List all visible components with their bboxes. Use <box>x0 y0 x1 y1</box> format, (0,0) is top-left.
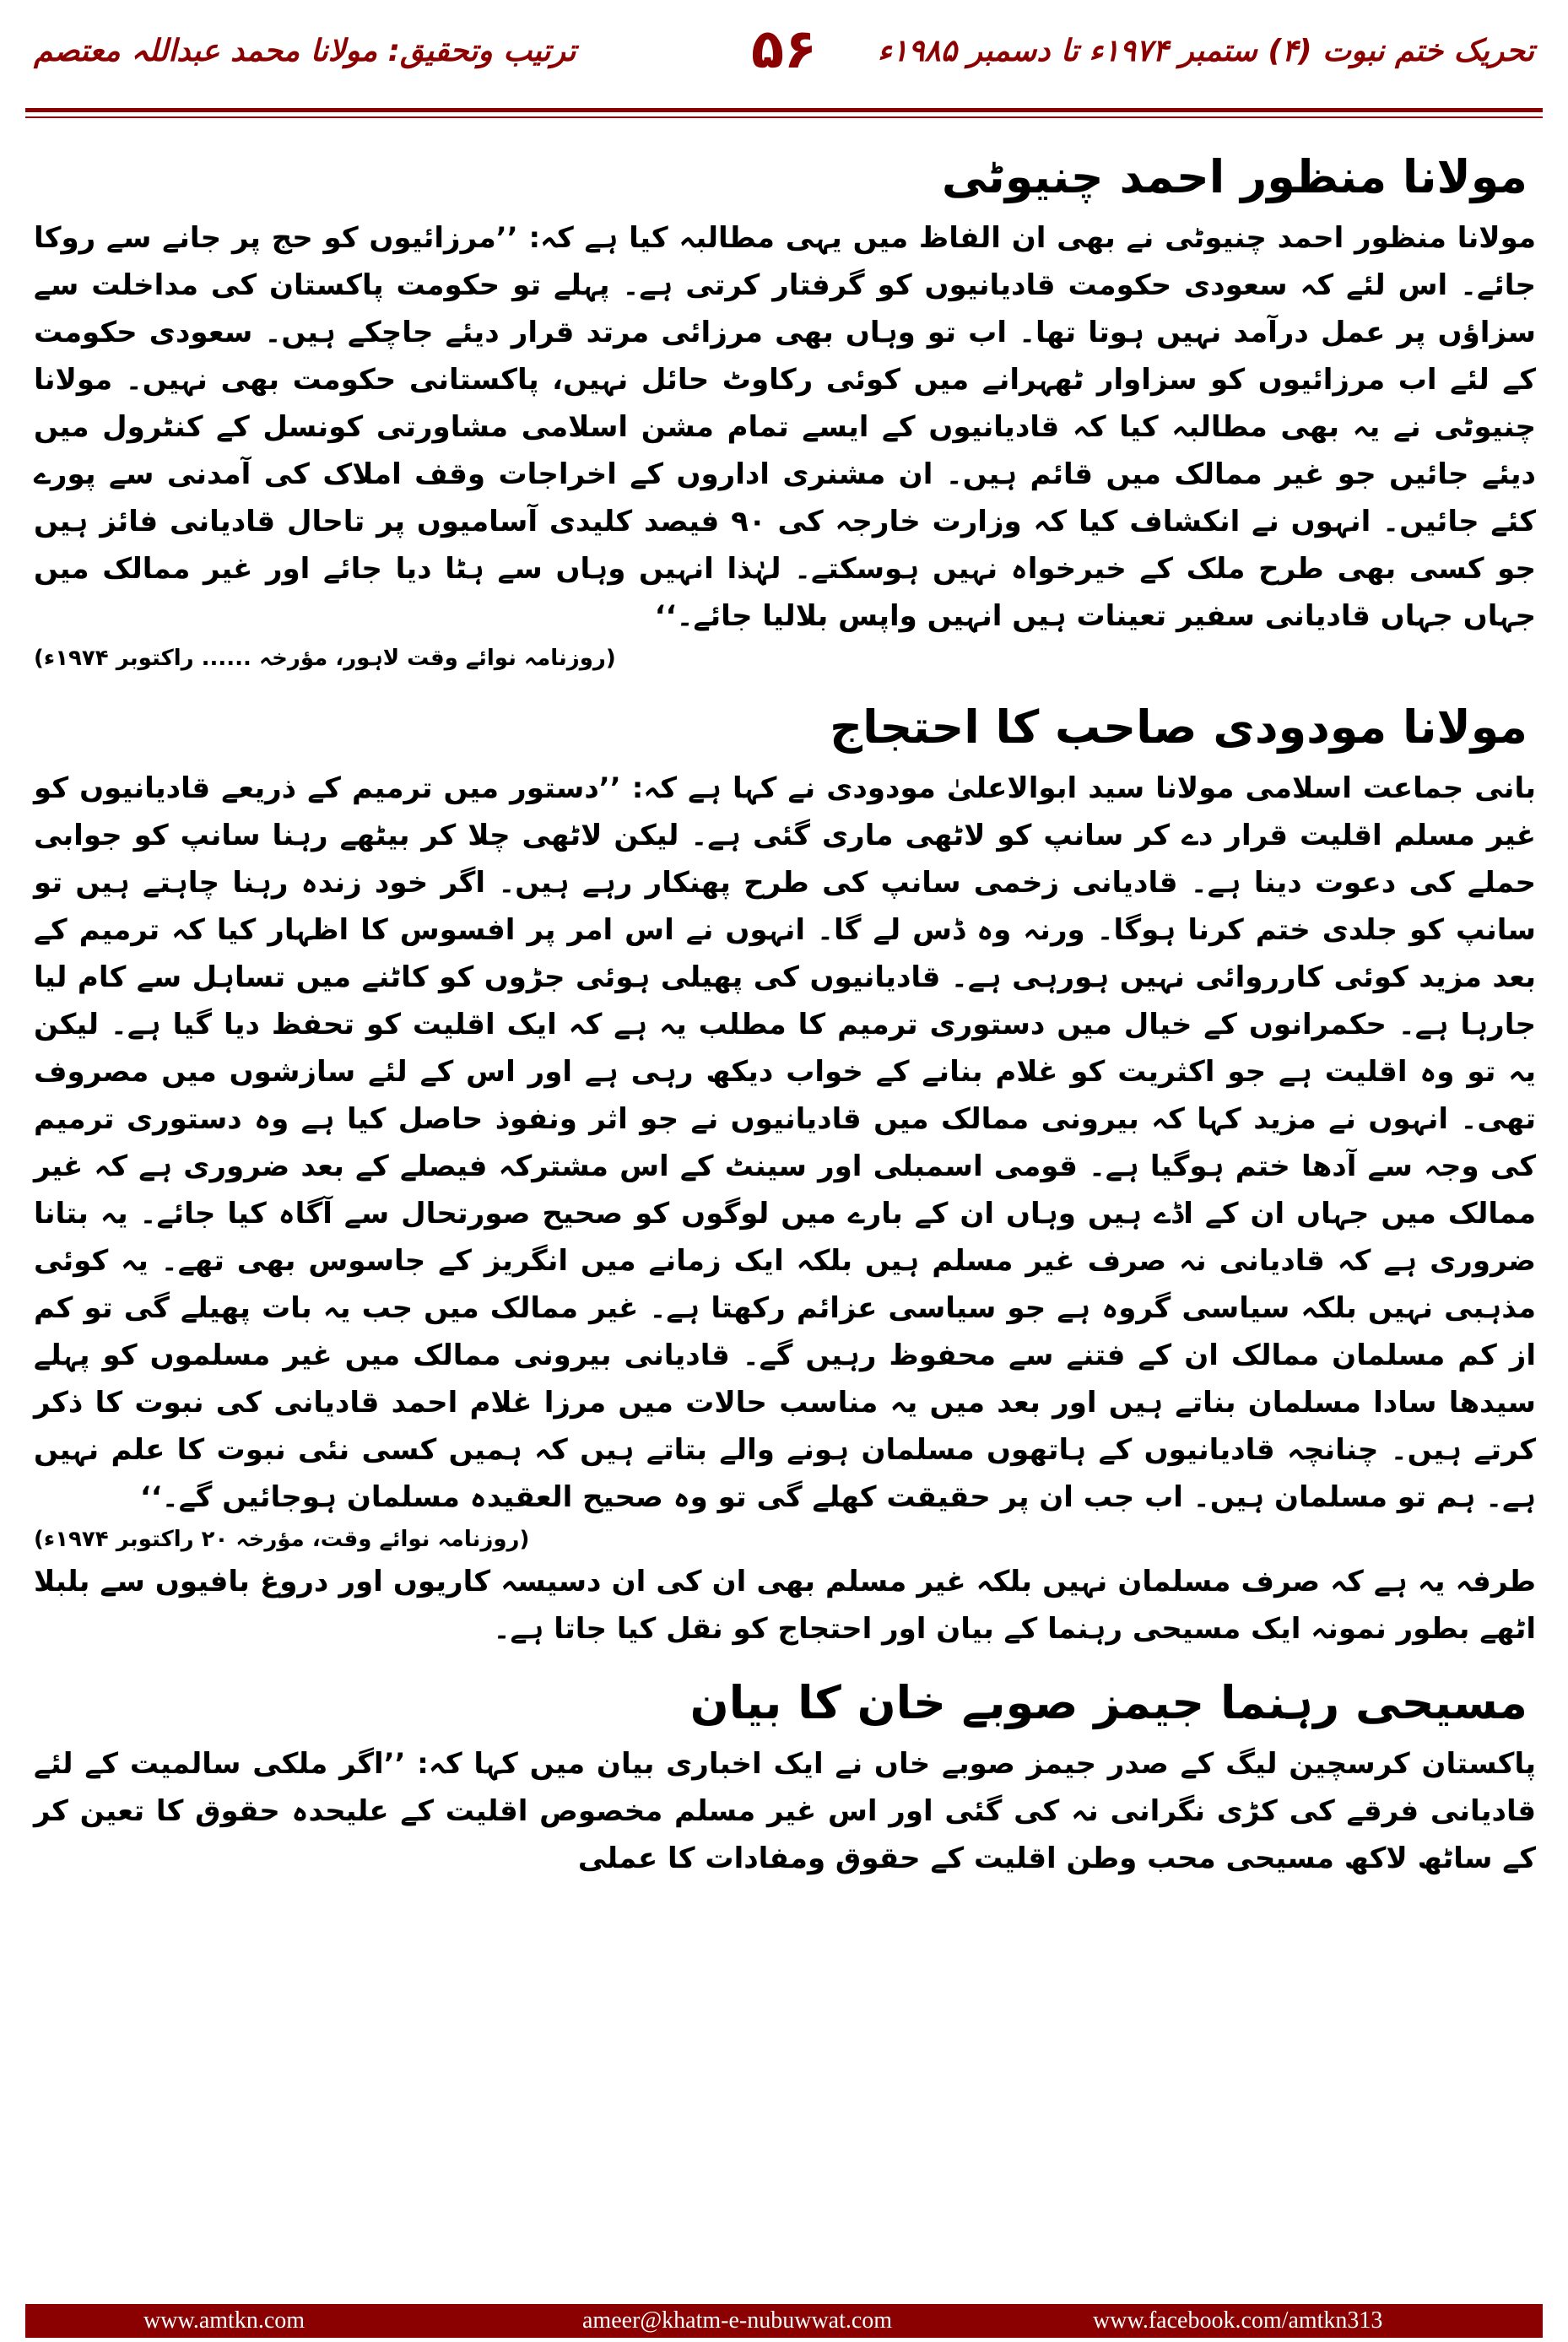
header-divider <box>25 108 1543 112</box>
page-content <box>25 127 1544 2296</box>
header-divider-thin <box>25 116 1543 118</box>
section-heading-maududi: مولانا مودودی صاحب کا احتجاج <box>830 700 1527 754</box>
website-link[interactable]: www.amtkn.com <box>143 2307 305 2334</box>
citation <box>34 640 1536 677</box>
section-paragraph: بانی جماعت اسلامی مولانا سید ابوالاعلیٰ مودودی نے کہا ہے کہ: ’’دستور میں ترمیم کے ذریعے قادیانیوں کو غیر مسلم اقلیت قرار دے کر سانپ کو لاٹھی ماری گئی ہے۔ لیکن لاٹھی چلا کر بیٹھے رہنا سانپ کو جوابی حملے کی دعوت دینا ہے۔ قادیانی زخمی سانپ کی طرح پھنکار رہے ہیں۔ اگر خود زندہ رہنا چاہتے ہیں تو سانپ کو جلدی ختم کرنا ہوگا۔ ورنہ وہ ڈس لے گا۔ انہوں نے اس امر پر افسوس کا اظہار کیا کہ ترمیم کے بعد مزید کوئی کارروائی نہیں ہورہی ہے۔ قادیانیوں کی پھیلی ہوئی جڑوں کو کاٹنے میں تساہل سے کام لیا جارہا ہے۔ حکمرانوں کے خیال میں دستوری ترمیم کا مطلب یہ ہے کہ ایک اقلیت کو تحفظ دیا گیا ہے۔ لیکن یہ تو وہ اقلیت ہے جو اکثریت کو غلام بنانے کے خواب دیکھ رہی ہے اور اس کے لئے سازشوں میں مصروف تھی۔ انہوں نے مزید کہا کہ بیرونی ممالک میں قادیانیوں نے جو اثر ونفوذ حاصل کیا ہے وہ دستوری ترمیم کی وجہ سے آدھا ختم ہوگیا ہے۔ قومی اسمبلی اور سینٹ کے اس مشترکہ فیصلے کے بعد ضروری ہے کہ غیر ممالک میں جہاں ان کے اڈے ہیں وہاں ان کے بارے میں لوگوں کو صحیح صورتحال سے آگاہ کیا جائے۔ یہ بتانا ضروری ہے کہ قادیانی نہ صرف غیر مسلم ہیں بلکہ ایک زمانے میں انگریز کے جاسوس بھی تھے۔ یہ کوئی مذہبی نہیں بلکہ سیاسی گروہ ہے جو سیاسی عزائم رکھتا ہے۔ غیر ممالک میں جب یہ بات پھیلے گی تو کم از کم مسلمان ممالک ان کے فتنے سے محفوظ رہیں گے۔ قادیانی بیرونی ممالک میں غیر مسلموں کو پہلے سیدھا سادا مسلمان بناتے ہیں اور بعد میں یہ مناسب حالات میں مرزا غلام احمد قادیانی کی نبوت کا ذکر کرتے ہیں۔ چنانچہ قادیانیوں کے ہاتھوں مسلمان ہونے والے بتاتے ہیں کہ ہمیں کسی نئی نبوت کا علم نہیں ہے۔ ہم تو مسلمان ہیں۔ اب جب ان پر حقیقت کھلے گی تو وہ صحیح العقیدہ مسلمان ہوجائیں گے۔‘‘ <box>34 771 1536 1514</box>
page-footer <box>25 2304 1543 2338</box>
citation-text: (روزنامہ نوائے وقت لاہور، مؤرخہ ...... راکتوبر ۱۹۷۴ء) <box>34 646 616 671</box>
book-title: تحریک ختم نبوت (۴) ستمبر ۱۹۷۴ء تا دسمبر ۱۹۸۵ء <box>877 34 1534 68</box>
page-header <box>0 0 1568 118</box>
section-paragraph: مولانا منظور احمد چنیوٹی نے بھی ان الفاظ میں یہی مطالبہ کیا ہے کہ: ’’مرزائیوں کو حج پر جانے سے روکا جائے۔ اس لئے کہ سعودی حکومت قادیانیوں کو گرفتار کرتی ہے۔ پہلے تو حکومت پاکستان کی مداخلت سے سزاؤں پر عمل درآمد نہیں ہوتا تھا۔ اب تو وہاں بھی مرزائی مرتد قرار دیئے جاچکے ہیں۔ سعودی حکومت کے لئے اب مرزائیوں کو سزاوار ٹھہرانے میں کوئی رکاوٹ حائل نہیں، پاکستانی حکومت بھی نہیں۔ مولانا چنیوٹی نے یہ بھی مطالبہ کیا کہ قادیانیوں کے ایسے تمام مشن اسلامی مشاورتی کونسل کے کنٹرول میں دیئے جائیں جو غیر ممالک میں قائم ہیں۔ ان مشنری اداروں کے اخراجات وقف املاک کی آمدنی سے پورے کئے جائیں۔ انہوں نے انکشاف کیا کہ وزارت خارجہ کی ۹۰ فیصد کلیدی آسامیوں پر تاحال قادیانی فائز ہیں جو کسی بھی طرح ملک کے خیرخواہ نہیں ہوسکتے۔ لہٰذا انہیں وہاں سے ہٹا دیا جائے اور غیر ممالک میں جہاں جہاں قادیانی سفیر تعینات ہیں انہیں واپس بلالیا جائے۔‘‘ <box>34 221 1536 633</box>
email-link[interactable]: ameer@khatm-e-nubuwwat.com <box>582 2307 893 2334</box>
citation-text: (روزنامہ نوائے وقت، مؤرخہ ۲۰ راکتوبر ۱۹۷۴ء) <box>34 1527 530 1552</box>
compiler-credit: ترتیب وتحقیق: مولانا محمد عبداللہ معتصم <box>34 34 576 68</box>
section-paragraph: طرفہ یہ ہے کہ صرف مسلمان نہیں بلکہ غیر مسلم بھی ان کی ان دسیسہ کاریوں اور دروغ بافیوں سے بلبلا اٹھے بطور نمونہ ایک مسیحی رہنما کے بیان اور احتجاج کو نقل کیا جاتا ہے۔ <box>34 1565 1536 1646</box>
facebook-link[interactable]: www.facebook.com/amtkn313 <box>1093 2307 1383 2334</box>
section-paragraph: پاکستان کرسچین لیگ کے صدر جیمز صوبے خاں نے ایک اخباری بیان میں کہا کہ: ’’اگر ملکی سالمیت کے لئے قادیانی فرقے کی کڑی نگرانی نہ کی گئی اور اس غیر مسلم مخصوص اقلیت کے علیحدہ حقوق کا تعین کر کے ساٹھ لاکھ مسیحی محب وطن اقلیت کے حقوق ومفادات کا عملی <box>34 1747 1536 1875</box>
section-heading-james: مسیحی رہنما جیمز صوبے خان کا بیان <box>689 1676 1527 1729</box>
page-number: ۵۶ <box>750 19 818 81</box>
citation <box>34 1521 1536 1558</box>
section-heading-chiniot: مولانا منظور احمد چنیوٹی <box>941 150 1527 203</box>
